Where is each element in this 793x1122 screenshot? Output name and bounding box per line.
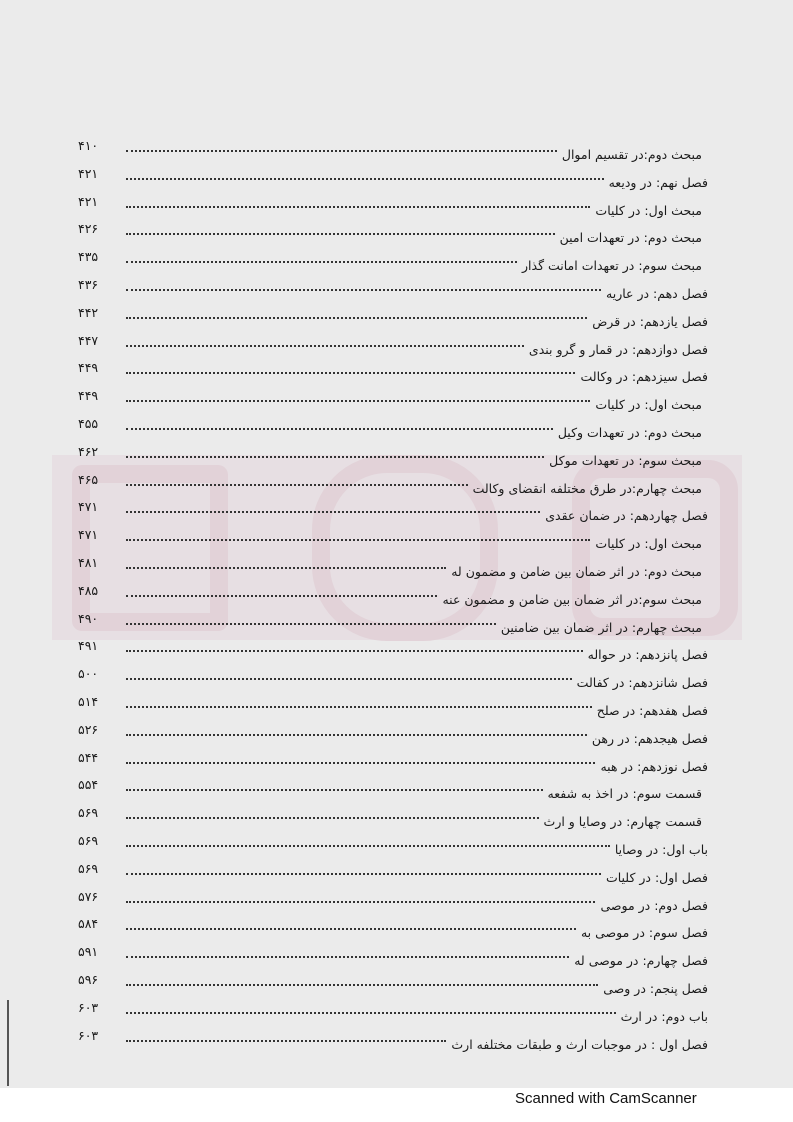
toc-entry-page: ۴۲۱ — [78, 193, 99, 209]
toc-entry-title: باب دوم: در ارث — [620, 1008, 708, 1024]
toc-entry-page: ۴۷۱ — [78, 527, 99, 543]
toc-entry-page: ۴۴۷ — [78, 332, 99, 348]
toc-entry-page: ۵۵۴ — [78, 777, 99, 793]
toc-entry — [78, 666, 708, 694]
toc-entry-title: فصل چهارم: در موصی له — [574, 953, 708, 969]
toc-entry-page: ۵۴۴ — [78, 749, 99, 765]
toc-entry-page: ۵۶۹ — [78, 805, 99, 821]
toc-entry-page: ۴۵۵ — [78, 415, 99, 431]
toc-entry-page: ۵۲۶ — [78, 721, 99, 737]
toc-entry-title: مبحث چهارم:در طرق مختلفه انقضای وکالت — [472, 480, 702, 496]
toc-entry-page: ۴۸۱ — [78, 554, 99, 570]
toc-entry-page: ۴۸۵ — [78, 582, 99, 598]
toc-entry-page: ۴۴۹ — [78, 360, 99, 376]
toc-entry-title: فصل سوم: در موصی به — [580, 925, 708, 941]
toc-entry — [78, 194, 708, 222]
toc-entry — [78, 333, 708, 361]
toc-entry-title: فصل یازدهم: در قرض — [592, 313, 708, 329]
toc-entry — [78, 166, 708, 194]
toc-entry-page: ۵۱۴ — [78, 693, 99, 709]
toc-entry-title: فصل هفدهم: در صلح — [596, 702, 708, 718]
toc-entry-title: فصل اول: در کلیات — [605, 869, 708, 885]
toc-entry — [78, 861, 708, 889]
toc-entry-title: فصل شانزدهم: در کفالت — [576, 675, 708, 691]
dot-leader — [126, 583, 437, 597]
dot-leader — [126, 333, 524, 347]
toc-entry — [78, 277, 708, 305]
toc-entry-title: قسمت چهارم: در وصایا و ارث — [543, 814, 702, 830]
toc-entry — [78, 472, 708, 500]
toc-entry-title: مبحث دوم: در تعهدات امین — [559, 230, 702, 246]
toc-entry-page: ۵۷۶ — [78, 888, 99, 904]
dot-leader — [126, 360, 575, 374]
toc-entry-page: ۴۹۱ — [78, 638, 99, 654]
toc-entry — [78, 916, 708, 944]
dot-leader — [126, 750, 595, 764]
dot-leader — [126, 944, 569, 958]
toc-entry-title: باب اول: در وصایا — [614, 841, 708, 857]
dot-leader — [126, 305, 587, 319]
toc-entry — [78, 972, 708, 1000]
toc-entry-title: فصل پنجم: در وصی — [603, 980, 708, 996]
toc-entry — [78, 722, 708, 750]
toc-entry-page: ۶۰۳ — [78, 1027, 99, 1043]
toc-entry-title: مبحث اول: در کلیات — [595, 202, 702, 218]
dot-leader — [126, 555, 446, 569]
toc-entry-title: فصل سیزدهم: در وکالت — [580, 369, 708, 385]
toc-entry-page: ۴۱۰ — [78, 138, 99, 153]
toc-entry-page: ۵۶۹ — [78, 860, 99, 876]
toc-entry — [78, 611, 708, 639]
toc-entry-page: ۴۳۵ — [78, 249, 99, 265]
dot-leader — [126, 889, 595, 903]
dot-leader — [126, 972, 598, 986]
dot-leader — [126, 416, 553, 430]
toc-entry — [78, 833, 708, 861]
toc-entry-page: ۵۹۱ — [78, 944, 99, 960]
dot-leader — [126, 1028, 446, 1042]
toc-entry-title: مبحث چهارم: در اثر ضمان بین ضامنین — [500, 619, 702, 635]
toc-entry — [78, 499, 708, 527]
toc-entry — [78, 388, 708, 416]
toc-entry-title: قسمت سوم: در اخذ به شفعه — [547, 786, 702, 802]
toc-entry — [78, 249, 708, 277]
toc-entry-page: ۴۲۱ — [78, 165, 99, 181]
toc-entry — [78, 805, 708, 833]
dot-leader — [126, 861, 601, 875]
toc-entry — [78, 583, 708, 611]
toc-entry — [78, 138, 708, 166]
toc-entry-page: ۴۷۱ — [78, 499, 99, 515]
dot-leader — [126, 722, 587, 736]
dot-leader — [126, 249, 517, 263]
toc-entry-page: ۴۳۶ — [78, 276, 99, 292]
toc-entry-page: ۴۹۰ — [78, 610, 99, 626]
dot-leader — [126, 638, 583, 652]
toc-entry-title: فصل نهم: در ودیعه — [608, 174, 708, 190]
toc-entry — [78, 1000, 708, 1028]
toc-entry — [78, 777, 708, 805]
dot-leader — [126, 916, 576, 930]
toc-entry — [78, 694, 708, 722]
toc-entry — [78, 360, 708, 388]
toc-entry-page: ۵۸۴ — [78, 916, 99, 932]
toc-entry — [78, 527, 708, 555]
toc-entry-page: ۴۲۶ — [78, 221, 99, 237]
dot-leader — [126, 444, 544, 458]
toc-entry — [78, 416, 708, 444]
dot-leader — [126, 277, 601, 291]
dot-leader — [126, 611, 496, 625]
toc-entry-page: ۵۶۹ — [78, 832, 99, 848]
dot-leader — [126, 666, 572, 680]
toc-entry-page: ۴۶۲ — [78, 443, 99, 459]
toc-entry-title: مبحث دوم:در تقسیم اموال — [561, 147, 702, 162]
toc-entry-page: ۴۴۲ — [78, 304, 99, 320]
dot-leader — [126, 388, 590, 402]
table-of-contents — [78, 138, 708, 1055]
toc-entry — [78, 444, 708, 472]
toc-entry-page: ۶۰۳ — [78, 999, 99, 1015]
toc-entry-title: مبحث سوم: در تعهدات امانت گذار — [522, 258, 702, 274]
dot-leader — [126, 166, 604, 180]
toc-entry-title: فصل پانزدهم: در حواله — [587, 647, 708, 663]
toc-entry-title: فصل دوازدهم: در قمار و گرو بندی — [528, 341, 708, 357]
toc-entry-title: مبحث دوم: در اثر ضمان بین ضامن و مضمون له — [451, 563, 702, 579]
toc-entry-title: فصل چهاردهم: در ضمان عقدی — [545, 508, 708, 524]
toc-entry-page: ۵۹۶ — [78, 971, 99, 987]
toc-entry-title: مبحث دوم: در تعهدات وکیل — [557, 424, 702, 440]
dot-leader — [126, 221, 555, 235]
dot-leader — [126, 138, 557, 152]
dot-leader — [126, 194, 590, 208]
dot-leader — [126, 1000, 616, 1014]
toc-entry-title: فصل دوم: در موصی — [600, 897, 708, 913]
toc-entry-page: ۴۴۹ — [78, 388, 99, 404]
toc-entry-title: فصل نوزدهم: در هبه — [600, 758, 708, 774]
toc-entry-title: فصل دهم: در عاریه — [606, 285, 708, 301]
toc-entry — [78, 944, 708, 972]
dot-leader — [126, 777, 543, 791]
dot-leader — [126, 805, 539, 819]
toc-entry — [78, 638, 708, 666]
toc-entry — [78, 221, 708, 249]
toc-entry-title: مبحث سوم: در تعهدات موکل — [549, 452, 702, 468]
toc-entry — [78, 305, 708, 333]
dot-leader — [126, 472, 468, 486]
dot-leader — [126, 499, 540, 513]
toc-entry-title: فصل اول : در موجبات ارث و طبقات مختلفه ارث — [451, 1036, 708, 1052]
toc-entry — [78, 750, 708, 778]
toc-entry-title: مبحث اول: در کلیات — [595, 397, 702, 413]
toc-entry — [78, 555, 708, 583]
toc-entry-page: ۴۶۵ — [78, 471, 99, 487]
dot-leader — [126, 833, 610, 847]
dot-leader — [126, 694, 592, 708]
toc-entry-title: مبحث سوم:در اثر ضمان بین ضامن و مضمون عنه — [442, 591, 702, 607]
toc-entry — [78, 1028, 708, 1056]
page-edge-shadow — [7, 1000, 9, 1086]
dot-leader — [126, 527, 590, 541]
toc-entry-page: ۵۰۰ — [78, 666, 99, 682]
toc-entry-title: مبحث اول: در کلیات — [595, 536, 702, 552]
toc-entry-title: فصل هیجدهم: در رهن — [591, 730, 708, 746]
scanner-footer: Scanned with CamScanner — [515, 1090, 697, 1107]
toc-entry — [78, 889, 708, 917]
